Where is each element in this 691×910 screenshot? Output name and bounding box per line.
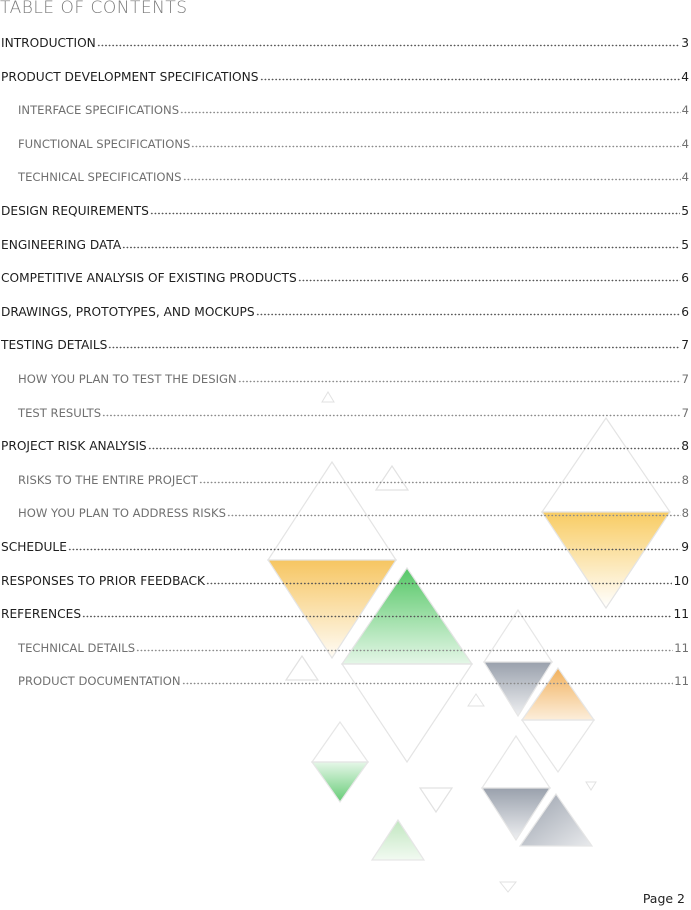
- toc-dot-leader: [148, 438, 681, 450]
- toc-dot-leader: [238, 371, 681, 383]
- toc-entry[interactable]: [1, 438, 689, 454]
- toc-entry[interactable]: [18, 673, 689, 689]
- toc-entry-label: INTRODUCTION: [1, 36, 96, 50]
- toc-entry[interactable]: [18, 472, 689, 488]
- toc-entry-label: FUNCTIONAL SPECIFICATIONS: [18, 136, 191, 151]
- toc-entry[interactable]: [1, 35, 689, 51]
- toc-entry-label: ENGINEERING DATA: [1, 237, 122, 252]
- toc-dot-leader: [150, 203, 680, 215]
- toc-entry[interactable]: [18, 405, 689, 421]
- toc-entry-label: DRAWINGS, PROTOTYPES, AND MOCKUPS: [1, 304, 255, 319]
- toc-entry[interactable]: [1, 69, 689, 85]
- toc-entry[interactable]: [1, 270, 689, 286]
- toc-entry-page: 8: [681, 506, 689, 521]
- toc-entry-page: 7: [681, 372, 689, 386]
- toc-entry-label: SCHEDULE: [1, 540, 67, 554]
- toc-dot-leader: [102, 405, 681, 417]
- toc-entry[interactable]: [1, 237, 689, 253]
- toc-dot-leader: [182, 673, 674, 685]
- toc-entry[interactable]: [1, 573, 689, 589]
- toc-entry-label: INTERFACE SPECIFICATIONS: [18, 103, 180, 118]
- toc-entry-page: 8: [681, 472, 689, 487]
- toc-entry[interactable]: [1, 337, 689, 353]
- toc-entry-page: 6: [681, 271, 689, 286]
- toc-entry-page: 7: [681, 338, 689, 353]
- toc-dot-leader: [136, 640, 673, 652]
- page-number: Page 2: [642, 891, 685, 906]
- toc-dot-leader: [180, 102, 681, 114]
- toc-entry-label: TEST RESULTS: [18, 405, 102, 420]
- toc-entry-label: HOW YOU PLAN TO TEST THE DESIGN: [18, 372, 237, 386]
- toc-entry-label: PROJECT RISK ANALYSIS: [1, 439, 147, 454]
- toc-entry[interactable]: [18, 169, 689, 185]
- toc-entry-page: 5: [681, 204, 689, 218]
- toc-entry[interactable]: [1, 539, 689, 555]
- toc-entry-label: RESPONSES TO PRIOR FEEDBACK: [1, 573, 206, 588]
- toc-entry-label: PRODUCT DEVELOPMENT SPECIFICATIONS: [1, 69, 259, 84]
- toc-dot-leader: [68, 539, 680, 551]
- toc-entry[interactable]: [18, 371, 689, 387]
- toc-dot-leader: [108, 337, 680, 349]
- toc-dot-leader: [122, 237, 680, 249]
- toc-entry-label: DESIGN REQUIREMENTS: [1, 204, 149, 218]
- toc-dot-leader: [199, 472, 681, 484]
- toc-entry-page: 7: [681, 405, 689, 420]
- toc-entry-page: 11: [673, 607, 689, 622]
- toc-dot-leader: [97, 35, 680, 47]
- toc-entry[interactable]: [1, 203, 689, 219]
- toc-entry[interactable]: [1, 606, 689, 622]
- toc-dot-leader: [227, 505, 681, 517]
- toc-dot-leader: [82, 606, 672, 618]
- toc-entry-page: 4: [681, 103, 689, 118]
- toc-entry-page: 8: [681, 439, 689, 454]
- toc-entry[interactable]: [18, 136, 689, 152]
- toc-entry-page: 6: [681, 304, 689, 319]
- toc-dot-leader: [260, 69, 681, 81]
- toc-entry-page: 3: [681, 36, 689, 50]
- toc-entry-page: 9: [681, 540, 689, 554]
- toc-entry-page: 11: [674, 640, 689, 655]
- toc-entry-label: TECHNICAL DETAILS: [18, 640, 136, 655]
- toc-entry[interactable]: [18, 505, 689, 521]
- toc-dot-leader: [183, 169, 681, 181]
- toc-entry-label: REFERENCES: [1, 607, 82, 622]
- toc-dot-leader: [298, 270, 680, 282]
- toc-entry-page: 4: [681, 170, 689, 185]
- toc-entry[interactable]: [18, 640, 689, 656]
- toc-entry[interactable]: [18, 102, 689, 118]
- toc-entry-label: RISKS TO THE ENTIRE PROJECT: [18, 472, 198, 487]
- toc-dot-leader: [191, 136, 680, 148]
- toc-entry[interactable]: [1, 304, 689, 320]
- toc-entry-page: 10: [673, 573, 689, 588]
- toc-dot-leader: [256, 304, 681, 316]
- toc-entry-label: PRODUCT DOCUMENTATION: [18, 674, 181, 689]
- toc-entry-page: 4: [681, 136, 689, 151]
- toc-entry-label: TECHNICAL SPECIFICATIONS: [18, 170, 182, 185]
- toc-dot-leader: [206, 573, 672, 585]
- toc-entry-page: 5: [681, 237, 689, 252]
- toc-entry-label: TESTING DETAILS: [1, 338, 108, 353]
- toc-entry-page: 11: [674, 674, 689, 689]
- toc-heading: TABLE OF CONTENTS: [0, 0, 188, 18]
- toc-entry-page: 4: [681, 69, 689, 84]
- toc-entry-label: COMPETITIVE ANALYSIS OF EXISTING PRODUCTS: [1, 271, 297, 286]
- toc-entry-label: HOW YOU PLAN TO ADDRESS RISKS: [18, 506, 227, 521]
